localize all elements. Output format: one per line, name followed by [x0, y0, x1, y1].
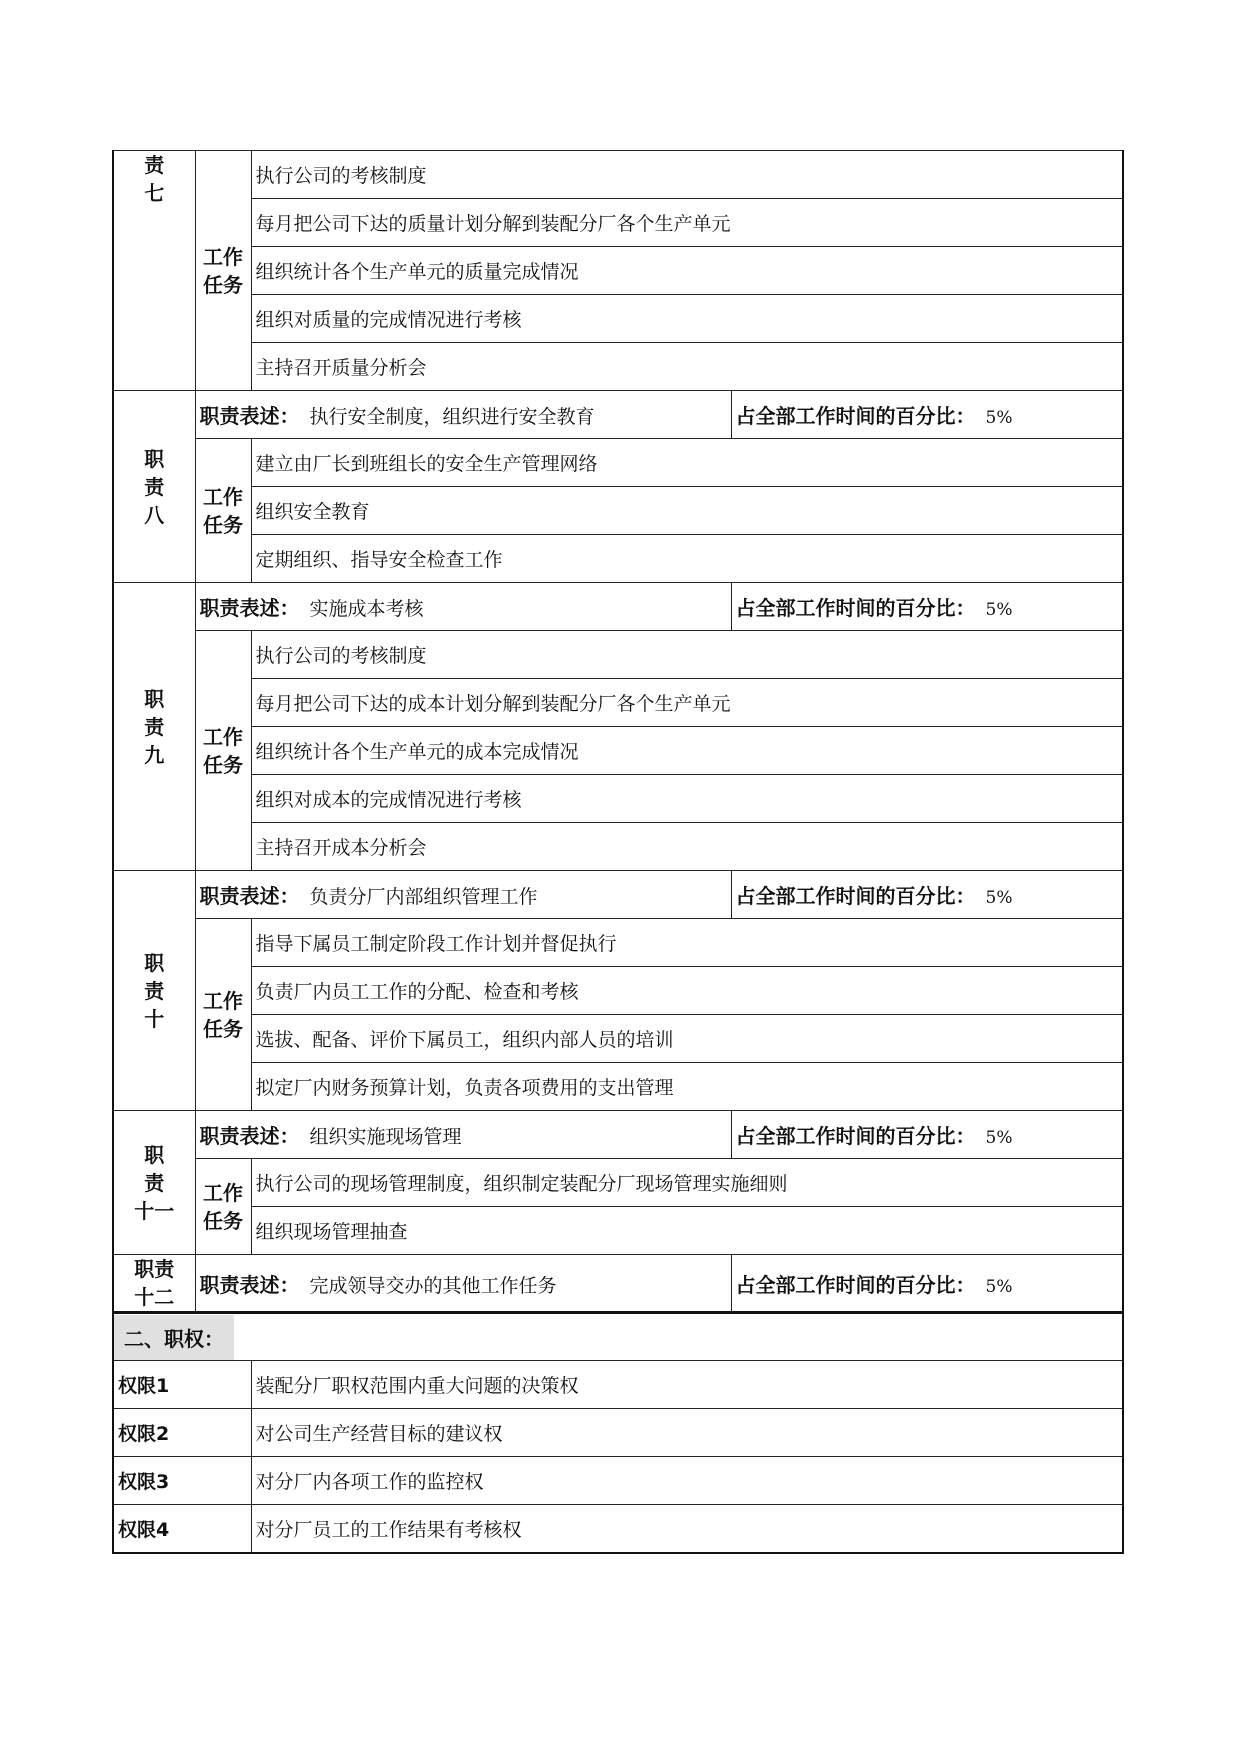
duty11-percent: 占全部工作时间的百分比： 5%	[731, 1111, 1123, 1159]
duty8-task-row	[113, 535, 1123, 583]
duty9-task-row	[113, 727, 1123, 775]
task-item: 组织对成本的完成情况进行考核	[251, 775, 1123, 823]
task-item: 主持召开成本分析会	[251, 823, 1123, 871]
duty12-statement: 职责表述： 完成领导交办的其他工作任务	[195, 1255, 731, 1313]
task-item: 组织统计各个生产单元的成本完成情况	[251, 727, 1123, 775]
duty10-statement: 职责表述： 负责分厂内部组织管理工作	[195, 871, 731, 919]
duty8-percent: 占全部工作时间的百分比： 5%	[731, 391, 1123, 439]
duty12-percent: 占全部工作时间的百分比： 5%	[731, 1255, 1123, 1313]
task-item: 组织统计各个生产单元的质量完成情况	[251, 247, 1123, 295]
task-item: 建立由厂长到班组长的安全生产管理网络	[251, 439, 1123, 487]
task-item: 组织安全教育	[251, 487, 1123, 535]
duty10-statement-row	[113, 871, 1123, 919]
permission-label: 权限3	[113, 1457, 251, 1505]
duty9-statement: 职责表述： 实施成本考核	[195, 583, 731, 631]
duty9-task-row	[113, 679, 1123, 727]
task-item: 负责厂内员工工作的分配、检查和考核	[251, 967, 1123, 1015]
duty7-task-row	[113, 295, 1123, 343]
duty11-statement: 职责表述： 组织实施现场管理	[195, 1111, 731, 1159]
section2-header-row	[113, 1313, 1123, 1361]
duty7-tasks-label: 工作 任务	[195, 151, 251, 391]
duty11-tasks-label: 工作 任务	[195, 1159, 251, 1255]
duty9-label: 职 责 九	[113, 583, 195, 871]
duty7-task-row	[113, 199, 1123, 247]
duty11-task-row	[113, 1207, 1123, 1255]
duty9-tasks-label: 工作 任务	[195, 631, 251, 871]
permission-text: 对公司生产经营目标的建议权	[251, 1409, 1123, 1457]
duties-table	[112, 150, 1124, 1554]
duty8-label: 职 责 八	[113, 391, 195, 583]
duty7-task-row	[113, 151, 1123, 199]
task-item: 每月把公司下达的质量计划分解到装配分厂各个生产单元	[251, 199, 1123, 247]
permission-row	[113, 1409, 1123, 1457]
permission-label: 权限1	[113, 1361, 251, 1409]
duty9-task-row	[113, 823, 1123, 871]
duty10-task-row	[113, 1063, 1123, 1111]
duty12-label: 职责 十二	[113, 1255, 195, 1313]
duty7-task-row	[113, 343, 1123, 391]
task-item: 组织对质量的完成情况进行考核	[251, 295, 1123, 343]
duty8-statement: 职责表述： 执行安全制度，组织进行安全教育	[195, 391, 731, 439]
duty10-task-row	[113, 967, 1123, 1015]
duty8-task-row	[113, 487, 1123, 535]
permission-row	[113, 1457, 1123, 1505]
duty9-percent: 占全部工作时间的百分比： 5%	[731, 583, 1123, 631]
duty10-label: 职 责 十	[113, 871, 195, 1111]
job-description-document	[112, 150, 1122, 1554]
permission-label: 权限2	[113, 1409, 251, 1457]
permission-row	[113, 1505, 1123, 1553]
permission-text: 对分厂内各项工作的监控权	[251, 1457, 1123, 1505]
task-item: 定期组织、指导安全检查工作	[251, 535, 1123, 583]
task-item: 执行公司的考核制度	[251, 151, 1123, 199]
permission-text: 对分厂员工的工作结果有考核权	[251, 1505, 1123, 1553]
permission-row	[113, 1361, 1123, 1409]
duty8-tasks-label: 工作 任务	[195, 439, 251, 583]
task-item: 组织现场管理抽查	[251, 1207, 1123, 1255]
duty8-statement-row	[113, 391, 1123, 439]
duty8-task-row	[113, 439, 1123, 487]
task-item: 主持召开质量分析会	[251, 343, 1123, 391]
permission-label: 权限4	[113, 1505, 251, 1553]
task-item: 每月把公司下达的成本计划分解到装配分厂各个生产单元	[251, 679, 1123, 727]
duty7-task-row	[113, 247, 1123, 295]
duty10-tasks-label: 工作 任务	[195, 919, 251, 1111]
duty11-task-row	[113, 1159, 1123, 1207]
duty9-task-row	[113, 631, 1123, 679]
duty10-task-row	[113, 1015, 1123, 1063]
task-item: 指导下属员工制定阶段工作计划并督促执行	[251, 919, 1123, 967]
duty11-label: 职 责 十一	[113, 1111, 195, 1255]
task-item: 选拔、配备、评价下属员工，组织内部人员的培训	[251, 1015, 1123, 1063]
duty11-statement-row	[113, 1111, 1123, 1159]
task-item: 拟定厂内财务预算计划，负责各项费用的支出管理	[251, 1063, 1123, 1111]
permission-text: 装配分厂职权范围内重大问题的决策权	[251, 1361, 1123, 1409]
duty9-task-row	[113, 775, 1123, 823]
duty12-statement-row	[113, 1255, 1123, 1313]
duty7-label: 责 七	[113, 151, 195, 391]
duty10-task-row	[113, 919, 1123, 967]
task-item: 执行公司的考核制度	[251, 631, 1123, 679]
duty9-statement-row	[113, 583, 1123, 631]
section2-header	[113, 1313, 1123, 1361]
duty10-percent: 占全部工作时间的百分比： 5%	[731, 871, 1123, 919]
task-item: 执行公司的现场管理制度，组织制定装配分厂现场管理实施细则	[251, 1159, 1123, 1207]
section2-title: 二、职权：	[114, 1315, 234, 1360]
